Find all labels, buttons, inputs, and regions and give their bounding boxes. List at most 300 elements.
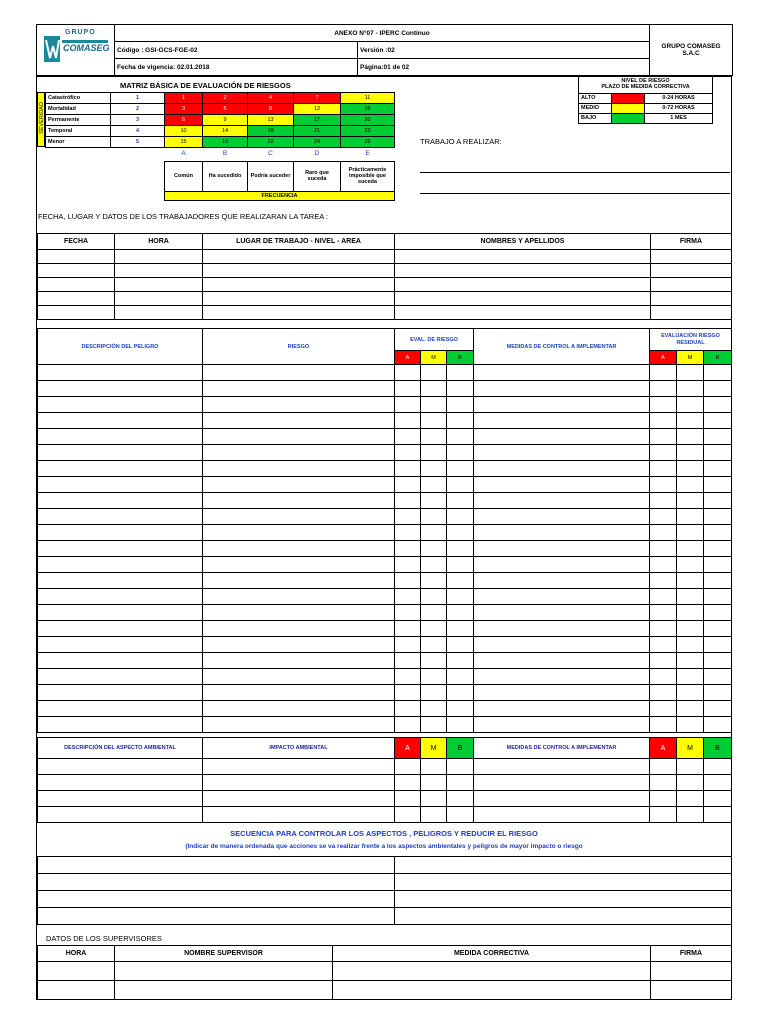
supervisor-cell[interactable]	[333, 962, 651, 981]
environment-cell[interactable]	[650, 759, 677, 775]
hazard-cell[interactable]	[203, 493, 395, 509]
environment-cell[interactable]	[421, 759, 447, 775]
hazard-cell[interactable]	[38, 461, 203, 477]
worker-cell[interactable]	[38, 250, 115, 264]
hazard-cell[interactable]	[704, 525, 732, 541]
hazard-cell[interactable]	[38, 669, 203, 685]
hazard-cell[interactable]	[203, 589, 395, 605]
hazard-cell[interactable]	[474, 477, 650, 493]
hazard-cell[interactable]	[474, 669, 650, 685]
hazard-cell[interactable]	[677, 557, 704, 573]
hazard-cell[interactable]	[421, 653, 447, 669]
environment-cell[interactable]	[421, 807, 447, 823]
worker-cell[interactable]	[38, 278, 115, 292]
hazard-cell[interactable]	[38, 493, 203, 509]
environment-cell[interactable]	[38, 759, 203, 775]
environment-cell[interactable]	[421, 775, 447, 791]
hazard-cell[interactable]	[474, 541, 650, 557]
hazard-cell[interactable]	[203, 477, 395, 493]
hazard-cell[interactable]	[447, 557, 474, 573]
hazard-cell[interactable]	[677, 477, 704, 493]
hazard-cell[interactable]	[421, 461, 447, 477]
environment-cell[interactable]	[395, 775, 421, 791]
hazard-cell[interactable]	[650, 365, 677, 381]
hazard-cell[interactable]	[704, 557, 732, 573]
hazard-cell[interactable]	[421, 605, 447, 621]
environment-cell[interactable]	[203, 791, 395, 807]
hazard-cell[interactable]	[704, 653, 732, 669]
hazard-cell[interactable]	[474, 445, 650, 461]
hazard-cell[interactable]	[447, 637, 474, 653]
risk-level-row	[579, 103, 713, 113]
worker-cell[interactable]	[38, 292, 115, 306]
hazard-cell[interactable]	[447, 621, 474, 637]
risk-level-label: BAJO	[579, 113, 612, 123]
matrix-cell: 21	[294, 126, 341, 137]
hazard-cell[interactable]	[474, 365, 650, 381]
hazard-cell[interactable]	[395, 589, 421, 605]
hazard-cell[interactable]	[38, 653, 203, 669]
hazard-cell[interactable]	[677, 541, 704, 557]
hazard-cell[interactable]	[38, 413, 203, 429]
hazard-cell[interactable]	[474, 717, 650, 733]
hazard-cell[interactable]	[421, 413, 447, 429]
hazard-cell[interactable]	[704, 413, 732, 429]
worker-cell[interactable]	[395, 306, 651, 320]
hazard-cell[interactable]	[203, 429, 395, 445]
worker-cell[interactable]	[115, 278, 203, 292]
worker-row	[38, 278, 732, 292]
environment-cell[interactable]	[704, 775, 732, 791]
hazard-cell[interactable]	[704, 445, 732, 461]
hazard-cell[interactable]	[395, 701, 421, 717]
hazard-cell[interactable]	[421, 445, 447, 461]
worker-cell[interactable]	[203, 292, 395, 306]
hazard-cell[interactable]	[474, 637, 650, 653]
hazard-cell[interactable]	[650, 493, 677, 509]
environment-cell[interactable]	[677, 807, 704, 823]
hazard-cell[interactable]	[447, 653, 474, 669]
sequence-cell[interactable]	[395, 908, 732, 925]
hazard-cell[interactable]	[38, 541, 203, 557]
hazard-cell[interactable]	[704, 573, 732, 589]
hazard-cell[interactable]	[677, 525, 704, 541]
hazard-cell[interactable]	[677, 461, 704, 477]
environment-cell[interactable]	[650, 807, 677, 823]
hazard-cell[interactable]	[395, 413, 421, 429]
hazard-cell[interactable]	[421, 621, 447, 637]
worker-cell[interactable]	[651, 278, 732, 292]
sequence-cell[interactable]	[395, 857, 732, 874]
hazard-cell[interactable]	[203, 669, 395, 685]
worker-cell[interactable]	[651, 306, 732, 320]
worker-cell[interactable]	[115, 250, 203, 264]
worker-cell[interactable]	[115, 292, 203, 306]
hazard-cell[interactable]	[203, 621, 395, 637]
hazard-cell[interactable]	[650, 605, 677, 621]
hazard-cell[interactable]	[677, 509, 704, 525]
hazard-cell[interactable]	[474, 621, 650, 637]
environment-cell[interactable]	[677, 759, 704, 775]
worker-cell[interactable]	[203, 278, 395, 292]
hazard-cell[interactable]	[395, 493, 421, 509]
environment-cell[interactable]	[421, 791, 447, 807]
hazard-cell[interactable]	[203, 461, 395, 477]
hazard-cell[interactable]	[395, 557, 421, 573]
hazard-cell[interactable]	[38, 445, 203, 461]
hazard-cell[interactable]	[203, 445, 395, 461]
hazard-cell[interactable]	[704, 365, 732, 381]
hazard-cell[interactable]	[447, 573, 474, 589]
hazard-cell[interactable]	[203, 381, 395, 397]
environment-cell[interactable]	[203, 759, 395, 775]
environment-cell[interactable]	[650, 775, 677, 791]
hazard-cell[interactable]	[650, 573, 677, 589]
hazard-cell[interactable]	[203, 717, 395, 733]
hazard-cell[interactable]	[650, 541, 677, 557]
hazard-cell[interactable]	[677, 637, 704, 653]
risk-level-row	[579, 113, 713, 123]
environment-cell[interactable]	[203, 775, 395, 791]
worker-cell[interactable]	[115, 306, 203, 320]
hazard-cell[interactable]	[203, 685, 395, 701]
hazard-cell[interactable]	[704, 397, 732, 413]
hazard-cell[interactable]	[203, 413, 395, 429]
hazard-cell[interactable]	[421, 477, 447, 493]
hazard-cell[interactable]	[447, 397, 474, 413]
hazard-cell[interactable]	[421, 557, 447, 573]
hazard-cell[interactable]	[650, 413, 677, 429]
environment-cell[interactable]	[447, 759, 474, 775]
hazard-cell[interactable]	[447, 429, 474, 445]
hazard-cell[interactable]	[677, 397, 704, 413]
hazard-cell[interactable]	[421, 589, 447, 605]
hazard-cell[interactable]	[447, 365, 474, 381]
environment-cell[interactable]	[704, 807, 732, 823]
matrix-cell: 1	[165, 93, 203, 104]
supervisor-cell[interactable]	[333, 981, 651, 1000]
hazard-cell[interactable]	[38, 717, 203, 733]
hazard-cell[interactable]	[447, 669, 474, 685]
hazard-cell[interactable]	[421, 493, 447, 509]
hazard-cell[interactable]	[704, 493, 732, 509]
hazard-cell[interactable]	[203, 541, 395, 557]
hazard-row	[38, 605, 732, 621]
hazard-cell[interactable]	[704, 621, 732, 637]
supervisor-cell[interactable]	[38, 981, 115, 1000]
sequence-cell[interactable]	[38, 857, 395, 874]
hazard-cell[interactable]	[38, 621, 203, 637]
worker-cell[interactable]	[203, 306, 395, 320]
hazard-cell[interactable]	[38, 637, 203, 653]
hazard-cell[interactable]	[474, 493, 650, 509]
worker-cell[interactable]	[395, 278, 651, 292]
hazard-cell[interactable]	[447, 717, 474, 733]
hazard-cell[interactable]	[38, 365, 203, 381]
environment-cell[interactable]	[677, 775, 704, 791]
hazard-cell[interactable]	[38, 685, 203, 701]
hazard-cell[interactable]	[474, 397, 650, 413]
hazard-cell[interactable]	[447, 493, 474, 509]
hazard-cell[interactable]	[38, 509, 203, 525]
hazard-cell[interactable]	[677, 701, 704, 717]
environment-cell[interactable]	[704, 791, 732, 807]
supervisor-cell[interactable]	[38, 962, 115, 981]
hazard-cell[interactable]	[650, 477, 677, 493]
hazard-cell[interactable]	[203, 605, 395, 621]
worker-cell[interactable]	[395, 250, 651, 264]
hazard-cell[interactable]	[38, 429, 203, 445]
hazard-cell[interactable]	[474, 461, 650, 477]
hazard-cell[interactable]	[650, 653, 677, 669]
hazard-cell[interactable]	[395, 717, 421, 733]
hazard-cell[interactable]	[38, 525, 203, 541]
supervisor-cell[interactable]	[115, 962, 333, 981]
hazard-cell[interactable]	[395, 445, 421, 461]
hazard-cell[interactable]	[677, 365, 704, 381]
hazard-cell[interactable]	[421, 685, 447, 701]
environment-cell[interactable]	[395, 759, 421, 775]
environment-cell[interactable]	[38, 807, 203, 823]
matrix-cell: 24	[294, 137, 341, 148]
risk-level-label: ALTO	[579, 93, 612, 103]
hazard-cell[interactable]	[704, 701, 732, 717]
hazard-cell[interactable]	[421, 429, 447, 445]
hazard-cell[interactable]	[447, 685, 474, 701]
hazard-cell[interactable]	[395, 397, 421, 413]
hazard-cell[interactable]	[650, 525, 677, 541]
hazard-cell[interactable]	[704, 461, 732, 477]
environment-cell[interactable]	[677, 791, 704, 807]
hazard-cell[interactable]	[677, 445, 704, 461]
environment-cell[interactable]	[447, 807, 474, 823]
matrix-row	[46, 137, 395, 148]
environment-cell[interactable]	[474, 807, 650, 823]
hazard-cell[interactable]	[421, 397, 447, 413]
hazard-cell[interactable]	[677, 589, 704, 605]
hazard-cell[interactable]	[447, 477, 474, 493]
hazard-row	[38, 589, 732, 605]
hazard-cell[interactable]	[650, 445, 677, 461]
worker-cell[interactable]	[203, 250, 395, 264]
hazard-cell[interactable]	[395, 685, 421, 701]
hazard-cell[interactable]	[38, 605, 203, 621]
hazard-cell[interactable]	[677, 717, 704, 733]
hazard-cell[interactable]	[650, 669, 677, 685]
supervisor-cell[interactable]	[651, 962, 732, 981]
hazard-cell[interactable]	[650, 621, 677, 637]
worker-cell[interactable]	[203, 264, 395, 278]
hazard-cell[interactable]	[395, 461, 421, 477]
hazard-cell[interactable]	[421, 701, 447, 717]
hazard-cell[interactable]	[421, 365, 447, 381]
hazard-cell[interactable]	[474, 653, 650, 669]
hazard-cell[interactable]	[395, 541, 421, 557]
environment-cell[interactable]	[474, 759, 650, 775]
hazard-cell[interactable]	[474, 701, 650, 717]
sequence-cell[interactable]	[395, 874, 732, 891]
sequence-cell[interactable]	[38, 874, 395, 891]
hazard-cell[interactable]	[203, 525, 395, 541]
hazard-cell[interactable]	[38, 381, 203, 397]
hazard-cell[interactable]	[203, 701, 395, 717]
worker-cell[interactable]	[395, 292, 651, 306]
environment-cell[interactable]	[447, 775, 474, 791]
hazard-cell[interactable]	[421, 525, 447, 541]
hazard-cell[interactable]	[447, 461, 474, 477]
hazard-cell[interactable]	[421, 637, 447, 653]
supervisor-cell[interactable]	[115, 981, 333, 1000]
logo	[37, 25, 115, 76]
environment-cell[interactable]	[395, 807, 421, 823]
environment-cell[interactable]	[38, 775, 203, 791]
hazard-cell[interactable]	[677, 413, 704, 429]
hazard-cell[interactable]	[203, 557, 395, 573]
hazard-cell[interactable]	[650, 381, 677, 397]
worker-cell[interactable]	[651, 250, 732, 264]
environment-cell[interactable]	[650, 791, 677, 807]
environment-cell[interactable]	[474, 775, 650, 791]
hazard-cell[interactable]	[677, 685, 704, 701]
hazard-cell[interactable]	[447, 525, 474, 541]
hazard-cell[interactable]	[203, 637, 395, 653]
hazard-cell[interactable]	[447, 541, 474, 557]
hazard-cell[interactable]	[474, 605, 650, 621]
hazard-cell[interactable]	[447, 445, 474, 461]
hazard-cell[interactable]	[650, 685, 677, 701]
hazard-cell[interactable]	[474, 381, 650, 397]
worker-row	[38, 264, 732, 278]
work-line-1	[420, 172, 730, 173]
hazard-cell[interactable]	[704, 685, 732, 701]
hazard-cell[interactable]	[677, 605, 704, 621]
hazard-cell[interactable]	[38, 397, 203, 413]
hazard-cell[interactable]	[677, 429, 704, 445]
hazard-cell[interactable]	[474, 557, 650, 573]
hazard-cell[interactable]	[421, 669, 447, 685]
hazard-cell[interactable]	[677, 381, 704, 397]
hazard-cell[interactable]	[38, 477, 203, 493]
hazard-cell[interactable]	[704, 637, 732, 653]
hazard-cell[interactable]	[421, 381, 447, 397]
worker-cell[interactable]	[38, 306, 115, 320]
hazard-cell[interactable]	[704, 477, 732, 493]
environment-cell[interactable]	[447, 791, 474, 807]
hazard-cell[interactable]	[650, 589, 677, 605]
hazard-cell[interactable]	[447, 413, 474, 429]
environment-cell[interactable]	[38, 791, 203, 807]
hazard-cell[interactable]	[38, 701, 203, 717]
hazard-cell[interactable]	[704, 509, 732, 525]
sequence-cell[interactable]	[38, 891, 395, 908]
hazard-cell[interactable]	[474, 685, 650, 701]
hazard-cell[interactable]	[650, 509, 677, 525]
environment-cell[interactable]	[474, 791, 650, 807]
hazard-cell[interactable]	[395, 381, 421, 397]
hazard-cell[interactable]	[203, 365, 395, 381]
hazard-cell[interactable]	[395, 509, 421, 525]
hazard-cell[interactable]	[203, 573, 395, 589]
hazard-cell[interactable]	[704, 589, 732, 605]
hazard-cell[interactable]	[704, 605, 732, 621]
hazard-cell[interactable]	[650, 701, 677, 717]
hazard-cell[interactable]	[704, 541, 732, 557]
hazard-cell[interactable]	[677, 669, 704, 685]
worker-cell[interactable]	[395, 264, 651, 278]
supervisor-cell[interactable]	[651, 981, 732, 1000]
hazard-cell[interactable]	[203, 397, 395, 413]
hazard-cell[interactable]	[203, 653, 395, 669]
environment-cell[interactable]	[395, 791, 421, 807]
hazard-row	[38, 637, 732, 653]
hazard-cell[interactable]	[447, 381, 474, 397]
hazard-cell[interactable]	[38, 589, 203, 605]
hazard-cell[interactable]	[474, 525, 650, 541]
hazard-cell[interactable]	[447, 509, 474, 525]
hazard-cell[interactable]	[474, 589, 650, 605]
worker-cell[interactable]	[651, 264, 732, 278]
sequence-cell[interactable]	[38, 908, 395, 925]
hazard-cell[interactable]	[474, 573, 650, 589]
hazard-cell[interactable]	[395, 621, 421, 637]
hazard-cell[interactable]	[395, 365, 421, 381]
hazard-cell[interactable]	[704, 717, 732, 733]
hazard-cell[interactable]	[650, 429, 677, 445]
hazard-cell[interactable]	[421, 509, 447, 525]
hazard-cell[interactable]	[395, 573, 421, 589]
hazard-cell[interactable]	[421, 541, 447, 557]
hazard-cell[interactable]	[650, 717, 677, 733]
hazard-cell[interactable]	[704, 381, 732, 397]
sequence-cell[interactable]	[395, 891, 732, 908]
worker-cell[interactable]	[651, 292, 732, 306]
hazard-cell[interactable]	[677, 573, 704, 589]
hazard-cell[interactable]	[650, 397, 677, 413]
hazard-cell[interactable]	[650, 637, 677, 653]
hazard-cell[interactable]	[421, 573, 447, 589]
hazard-cell[interactable]	[395, 669, 421, 685]
environment-cell[interactable]	[704, 759, 732, 775]
hazard-cell[interactable]	[447, 701, 474, 717]
hazard-cell[interactable]	[395, 429, 421, 445]
hazard-cell[interactable]	[421, 717, 447, 733]
hazard-cell[interactable]	[677, 653, 704, 669]
hazard-cell[interactable]	[474, 429, 650, 445]
hazard-cell[interactable]	[447, 589, 474, 605]
hazard-cell[interactable]	[704, 669, 732, 685]
worker-cell[interactable]	[38, 264, 115, 278]
hazard-cell[interactable]	[395, 653, 421, 669]
hazard-cell[interactable]	[474, 509, 650, 525]
hazard-cell[interactable]	[447, 605, 474, 621]
hazard-cell[interactable]	[395, 525, 421, 541]
matrix-cell: 23	[341, 126, 395, 137]
hazard-cell[interactable]	[474, 413, 650, 429]
hazard-cell[interactable]	[395, 605, 421, 621]
hazard-cell[interactable]	[395, 477, 421, 493]
hazard-cell[interactable]	[650, 557, 677, 573]
hazard-cell[interactable]	[38, 557, 203, 573]
worker-cell[interactable]	[115, 264, 203, 278]
hazard-cell[interactable]	[203, 509, 395, 525]
hazard-cell[interactable]	[677, 493, 704, 509]
hazard-cell[interactable]	[704, 429, 732, 445]
hazard-cell[interactable]	[395, 637, 421, 653]
hazard-cell[interactable]	[650, 461, 677, 477]
hazard-cell[interactable]	[677, 621, 704, 637]
environment-cell[interactable]	[203, 807, 395, 823]
hazard-cell[interactable]	[38, 573, 203, 589]
